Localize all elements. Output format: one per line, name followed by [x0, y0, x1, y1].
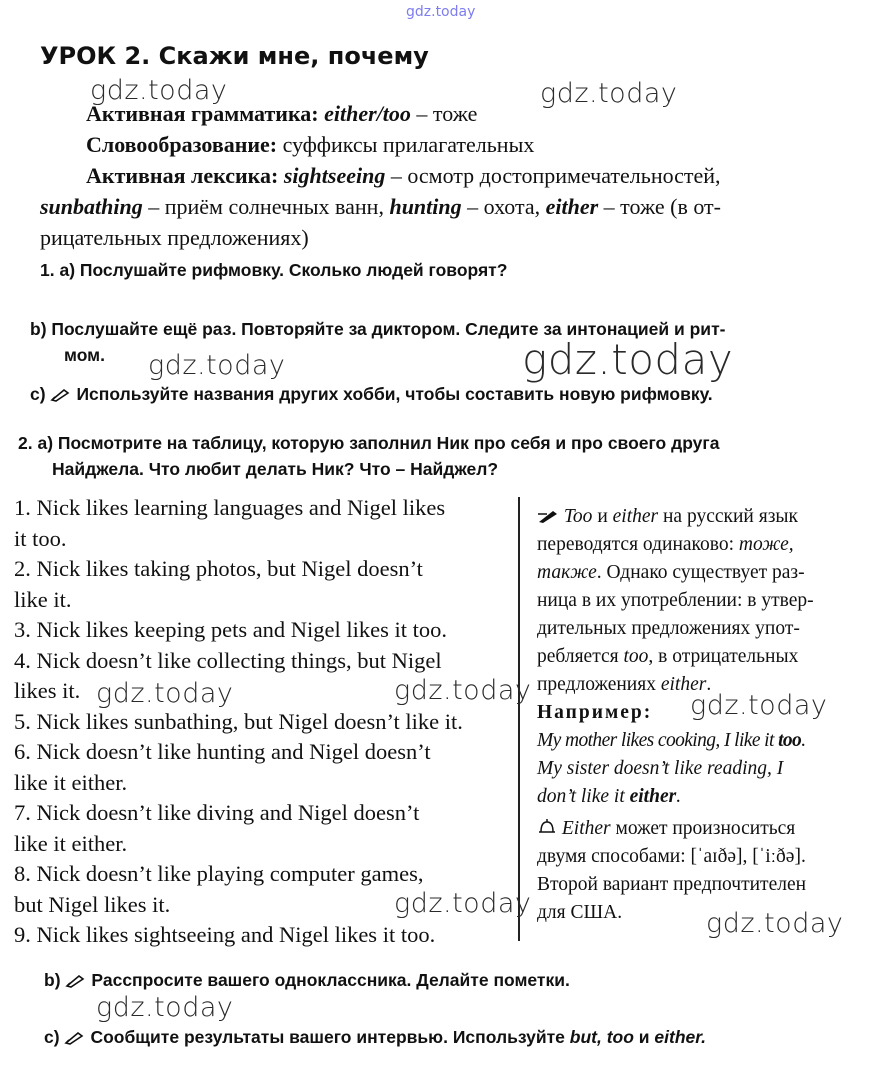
task-2c-text: и — [633, 1027, 655, 1047]
task-1c — [30, 381, 713, 407]
note-line — [537, 559, 873, 587]
task-1a: 1. a) Послушайте рифмовку. Сколько людей говорят? — [40, 260, 508, 280]
pronunciation-line-3: Второй вариант предпочтителен — [537, 874, 807, 895]
sentence-line: 4. Nick doesn’t like collecting things, but Nigel — [14, 647, 442, 673]
note-line — [537, 531, 873, 559]
note-italic: either — [660, 674, 707, 695]
task-2b-text: Расспросите вашего одноклассника. Делайте пометки. — [91, 970, 570, 990]
note-text: . — [706, 674, 712, 695]
task-2c-word: either. — [654, 1027, 706, 1047]
example-3 — [537, 783, 873, 811]
example-label: Например: — [537, 702, 653, 723]
vocabulary-label: Активная лексика: — [86, 163, 279, 188]
pencil-icon — [65, 974, 85, 988]
sentence-line: 3. Nick likes keeping pets and Nigel likes it too. — [14, 617, 448, 642]
task-1b-line-2: мом. — [64, 345, 105, 365]
note-text: don’t like it — [537, 786, 630, 807]
vocab-word-either: either — [545, 194, 599, 219]
watermark: gdz.today — [706, 908, 844, 939]
sentence-line: 8. Nick doesn’t like playing computer games, — [14, 861, 424, 886]
word-formation-rest: суффиксы прилагательных — [277, 132, 535, 157]
vocab-translation-1: – осмотр достопримечательностей, — [385, 163, 721, 188]
pronunciation-line-1 — [537, 815, 873, 843]
pencil-icon — [64, 1031, 84, 1045]
watermark: gdz.today — [96, 992, 234, 1023]
task-2c-label: c) — [44, 1027, 60, 1047]
word-formation-label: Словообразование: — [86, 132, 278, 157]
example-2: My sister doesn’t like reading, I — [537, 758, 784, 779]
grammar-term: either/too — [324, 101, 411, 126]
vocab-translation-4: – тоже (в от- — [598, 194, 721, 219]
sentence-list — [14, 493, 514, 951]
example-1 — [537, 727, 873, 755]
sentence-line: likes it. — [14, 678, 81, 703]
note-bold: either — [629, 786, 677, 807]
sentence-line: 9. Nick likes sightseeing and Nigel likes it too. — [14, 922, 436, 947]
note-bold: too — [778, 730, 802, 751]
note-text: предложениях — [537, 674, 661, 695]
pronunciation-line-2: двумя способами: [ˈaɪðə], [ˈiːðə]. — [537, 846, 806, 867]
task-1b-line-1: b) Послушайте ещё раз. Повторяйте за диктором. Следите за интонацией и рит- — [30, 319, 726, 339]
note-line: ница в их употреблении: в утвер- — [537, 590, 814, 611]
note-word-either: either — [612, 506, 659, 527]
vocab-word-sightseeing: sightseeing — [283, 163, 386, 188]
task-2c-text: Сообщите результаты вашего интервью. Используйте — [90, 1027, 570, 1047]
note-word-too: Too — [563, 506, 593, 527]
note-text: на русский язык — [658, 506, 798, 527]
task-2c — [44, 1024, 706, 1050]
sentence-line: but Nigel likes it. — [14, 891, 171, 917]
word-formation-line — [86, 129, 534, 160]
vocab-translation-2: – приём солнечных ванн, — [142, 194, 390, 219]
sentence-line: like it. — [14, 586, 72, 612]
watermark: gdz.today — [540, 78, 678, 109]
sentence-line: like it either. — [14, 769, 128, 795]
sentence-line: 7. Nick doesn’t like diving and Nigel doesn’t — [14, 800, 420, 825]
sentence-line: 5. Nick likes sunbathing, but Nigel doesn’t like it. — [14, 708, 463, 734]
watermark: gdz.today — [690, 690, 828, 721]
note-text: . — [801, 730, 806, 751]
vocab-word-hunting: hunting — [389, 194, 462, 219]
pronunciation-line-4: для США. — [537, 902, 623, 923]
vocabulary-line-2 — [40, 191, 886, 222]
task-2b-label: b) — [44, 970, 61, 990]
watermark: gdz.today — [90, 75, 228, 106]
task-2a-line-2: Найджела. Что любит делать Ник? Что – Найджел? — [52, 459, 499, 479]
note-text: , в отрицательных — [648, 646, 799, 667]
watermark: gdz.today — [394, 675, 532, 706]
watermark: gdz.today — [522, 335, 734, 384]
note-line — [537, 643, 873, 671]
watermark: gdz.today — [96, 678, 234, 709]
note-pen-icon — [537, 508, 559, 524]
task-2a-line-1: 2. a) Посмотрите на таблицу, которую заполнил Ник про себя и про своего друга — [18, 433, 720, 453]
sentence-line: like it either. — [14, 830, 128, 856]
sentence-line: 1. Nick likes learning languages and Nigel likes — [14, 495, 446, 520]
note-text: переводятся одинаково: — [537, 534, 739, 555]
task-2c-word: but, too — [569, 1027, 634, 1047]
column-divider — [518, 497, 520, 941]
sentence-line: 6. Nick doesn’t like hunting and Nigel doesn’t — [14, 739, 431, 764]
task-1c-text: Используйте названия других хобби, чтобы составить новую рифмовку. — [76, 384, 713, 404]
task-2b — [44, 967, 570, 993]
pencil-icon — [50, 388, 70, 402]
watermark: gdz.today — [394, 888, 532, 919]
lesson-title: УРОК 2. Скажи мне, почему — [40, 42, 429, 70]
note-line: дительных предложениях упот- — [537, 618, 800, 639]
note-line — [537, 503, 873, 531]
bell-icon — [537, 818, 557, 836]
watermark: gdz.today — [148, 350, 286, 381]
note-text: может произноситься — [610, 818, 796, 839]
note-italic: также — [537, 562, 597, 583]
note-text: и — [592, 506, 613, 527]
task-1c-label: c) — [30, 384, 46, 404]
note-italic: too — [623, 646, 649, 667]
note-italic: Either — [561, 818, 611, 839]
vocab-translation-3: – охота, — [461, 194, 546, 219]
top-watermark: gdz.today — [406, 4, 476, 20]
sentence-line: 2. Nick likes taking photos, but Nigel doesn’t — [14, 556, 423, 581]
grammar-label: Активная грамматика: — [86, 101, 319, 126]
note-text: My mother likes cooking, I like it — [537, 730, 779, 751]
note-italic: тоже, — [738, 534, 794, 555]
note-text: . — [676, 786, 682, 807]
note-text: ребляется — [537, 646, 624, 667]
sentence-line: it too. — [14, 525, 67, 551]
vocab-word-sunbathing: sunbathing — [40, 194, 143, 219]
vocabulary-line-3: рицательных предложениях) — [40, 225, 309, 250]
vocabulary-line-1 — [86, 160, 886, 191]
grammar-rest: – тоже — [410, 101, 478, 126]
note-text: . Однако существует раз- — [596, 562, 805, 583]
